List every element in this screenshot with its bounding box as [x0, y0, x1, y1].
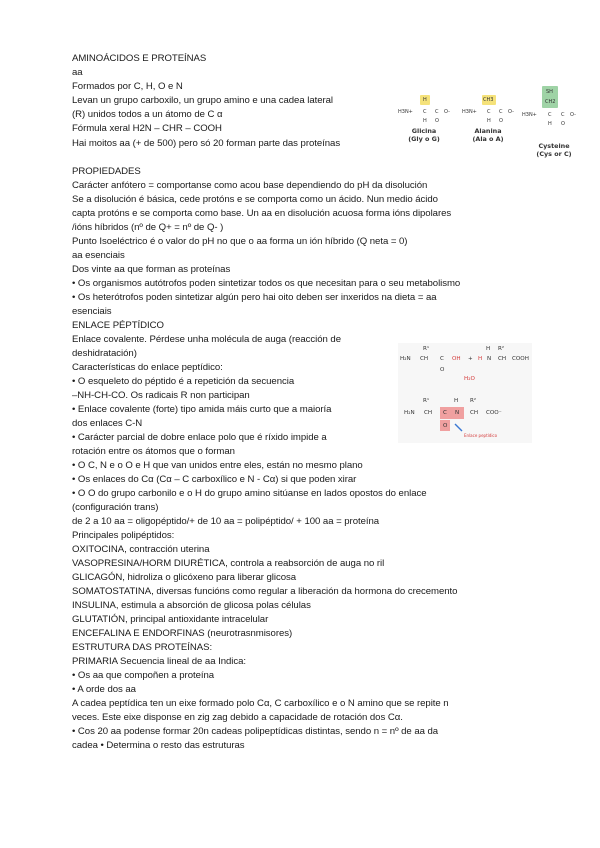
cysteine-side-chain-ch2: CH2	[545, 99, 556, 105]
text-line: ESTRUTURA DAS PROTEÍNAS:	[72, 642, 213, 653]
text-line: PRIMARIA Secuencia lineal de aa Indica:	[72, 656, 247, 667]
text-line: aa	[72, 67, 83, 78]
alanine-carboxyl-carbon: C	[499, 109, 503, 115]
text-line: aa esenciais	[72, 250, 125, 261]
cysteine-abbr: (Cys or C)	[536, 150, 572, 158]
reactant-2-h: H	[486, 346, 491, 352]
reactant-1-oh: OH	[452, 356, 461, 362]
glycine-alpha-hydrogen: H	[423, 118, 427, 124]
reactant-2-h-amino: H	[478, 356, 483, 362]
cysteine-structure	[520, 86, 586, 162]
alanine-name: Alanina	[474, 127, 502, 135]
text-line: Formados por C, H, O e N	[72, 81, 183, 92]
text-line: • Os aa que compoñen a proteína	[72, 670, 215, 681]
glycine-carboxyl-carbon: C	[435, 109, 439, 115]
cysteine-carboxyl-oxygen: O-	[570, 112, 576, 118]
text-line: • Enlace covalente (forte) tipo amida máis curto que a maioría	[72, 404, 332, 415]
text-line: AMINOÁCIDOS E PROTEÍNAS	[72, 53, 207, 64]
alanine-carbonyl-oxygen: O	[499, 118, 503, 124]
glycine-alpha-carbon: C	[423, 109, 427, 115]
text-line: Carácter anfótero = comportanse como acou base dependiendo do pH da disolución	[72, 180, 428, 191]
glycine-structure	[394, 90, 454, 150]
text-line: de 2 a 10 aa = oligopéptido/+ de 10 aa = polipéptido/ + 100 aa = proteína	[72, 516, 380, 527]
reactant-2-ch: CH	[498, 356, 507, 362]
product-ch-1: CH	[424, 410, 433, 416]
text-line: Se a disolución é básica, cede protóns e se comporta como un ácido. Nun medio ácido	[72, 194, 438, 205]
text-line: • Os organismos autótrofos poden sintetizar todos os que necesitan para o seu metabolismo	[72, 278, 461, 289]
text-line: Fórmula xeral H2N – CHR – COOH	[72, 123, 222, 134]
text-line: GLICAGÓN, hidroliza o glicóxeno para liberar glicosa	[72, 572, 297, 583]
product-n: N	[455, 410, 460, 416]
product-c: C	[443, 410, 447, 416]
reactant-1-r-group: R¹	[423, 346, 430, 352]
cysteine-amino-group: H3N+	[522, 112, 537, 118]
cysteine-name: Cysteine	[538, 142, 570, 150]
text-line: INSULINA, estimula a absorción de glicosa polas células	[72, 600, 311, 611]
text-line: veces. Este eixe disponse en zig zag debido a capacidade de rotación dos Cα.	[72, 712, 403, 723]
text-line: Punto Isoeléctrico é o valor do pH no que o aa forma un ión híbrido (Q neta = 0)	[72, 236, 408, 247]
alanine-structure	[458, 90, 518, 150]
cysteine-alpha-carbon: C	[548, 112, 552, 118]
text-line: deshidratación)	[72, 348, 137, 359]
reactant-1-ch: CH	[420, 356, 429, 362]
reactant-2-r-group: R²	[498, 346, 505, 352]
alanine-alpha-hydrogen: H	[487, 118, 491, 124]
text-line: ENCEFALINA E ENDORFINAS (neurotrasnmisores)	[72, 628, 293, 639]
text-line: cadea • Determina o resto das estruturas	[72, 740, 245, 751]
cysteine-carboxyl-carbon: C	[561, 112, 565, 118]
product-ch-2: CH	[470, 410, 479, 416]
glycine-amino-group: H3N+	[398, 109, 413, 115]
peptide-bond-arrow	[454, 423, 464, 433]
text-line: (R) unidos todos a un átomo de C α	[72, 109, 223, 120]
text-line: esenciais	[72, 306, 112, 317]
amino-acid-structures-figure	[394, 90, 586, 162]
glycine-carboxyl-oxygen: O-	[444, 109, 450, 115]
text-line: Enlace covalente. Pérdese unha molécula de auga (reacción de	[72, 334, 342, 345]
text-line: • Carácter parcial de dobre enlace polo que é ríxido impide a	[72, 432, 327, 443]
text-line: VASOPRESINA/HORM DIURÉTICA, controla a reabsorción de auga no ril	[72, 558, 385, 569]
text-line: capta protóns e se comporta como base. Un aa en disolución acuosa forma ións dipolares	[72, 208, 452, 219]
reactant-2-n: N	[487, 356, 492, 362]
alanine-abbr: (Ala o A)	[472, 135, 504, 143]
text-line: • Cos 20 aa podense formar 20n cadeas polipeptídicas distintas, sendo n = nº de aa da	[72, 726, 439, 737]
text-line: • O esqueleto do péptido é a repetición da secuencia	[72, 376, 295, 387]
glycine-carbonyl-oxygen: O	[435, 118, 439, 124]
product-r2: R²	[470, 398, 477, 404]
product-carbonyl-o: O	[443, 423, 448, 429]
text-line: A cadea peptídica ten un eixe formado polo Cα, C carboxílico e o N amino que se repite n	[72, 698, 449, 709]
alanine-side-chain: CH3	[483, 97, 494, 103]
product-h: H	[454, 398, 459, 404]
glycine-abbr: (Gly o G)	[408, 135, 440, 143]
glycine-name: Glicina	[411, 127, 437, 135]
alanine-amino-group: H3N+	[462, 109, 477, 115]
reactant-1-amino: H₂N	[400, 356, 411, 362]
text-line: • Os heterótrofos poden sintetizar algún pero hai oito deben ser inxeridos na dieta = aa	[72, 292, 437, 303]
text-line: • O C, N e o O e H que van unidos entre eles, están no mesmo plano	[72, 460, 363, 471]
cysteine-carbonyl-oxygen: O	[561, 121, 565, 127]
text-line: • O O do grupo carbonilo e o H do grupo amino sitúanse en lados opostos do enlace	[72, 488, 427, 499]
text-line: Levan un grupo carboxilo, un grupo amino e una cadea lateral	[72, 95, 334, 106]
text-line: GLUTATIÓN, principal antioxidante intracelular	[72, 614, 269, 625]
reactant-1-carbonyl-o: O	[440, 367, 445, 373]
text-line: –NH-CH-CO. Os radicais R non participan	[72, 390, 250, 401]
product-r1: R¹	[423, 398, 430, 404]
plus-sign: +	[468, 356, 473, 362]
text-line: /ións híbridos (nº de Q+ = nº de Q- )	[72, 222, 224, 233]
cysteine-side-chain-sh: SH	[546, 89, 553, 95]
text-line: Principales polipéptidos:	[72, 530, 175, 541]
text-line: • Os enlaces do Cα (Cα – C carboxílico e N - Cα) si que poden xirar	[72, 474, 357, 485]
product-coo: COO⁻	[486, 410, 502, 416]
text-line: Hai moitos aa (+ de 500) pero só 20 forman parte das proteínas	[72, 138, 341, 149]
alanine-carboxyl-oxygen: O-	[508, 109, 514, 115]
text-line: ENLACE PÉPTÍDICO	[72, 320, 164, 331]
peptide-bond-figure	[398, 343, 532, 443]
alanine-alpha-carbon: C	[487, 109, 491, 115]
text-line: rotación entre os átomos que o forman	[72, 446, 235, 457]
cysteine-alpha-hydrogen: H	[548, 121, 552, 127]
text-line: • A orde dos aa	[72, 684, 136, 695]
water-released: H₂O	[464, 376, 475, 382]
text-line: (configuración trans)	[72, 502, 159, 513]
product-amino: H₂N	[404, 410, 415, 416]
reactant-1-c: C	[440, 356, 444, 362]
glycine-side-chain: H	[423, 97, 427, 103]
peptide-bond-label: Enlace peptídico	[464, 433, 498, 438]
text-line: Características do enlace peptídico:	[72, 362, 223, 373]
text-line: SOMATOSTATINA, diversas funcións como regular a liberación da hormona do crecemento	[72, 586, 458, 597]
reactant-2-cooh: COOH	[512, 356, 529, 362]
text-line: dos enlaces C-N	[72, 418, 143, 429]
text-line: Dos vinte aa que forman as proteínas	[72, 264, 231, 275]
text-line: OXITOCINA, contracción uterina	[72, 544, 210, 555]
text-line: PROPIEDADES	[72, 166, 141, 177]
